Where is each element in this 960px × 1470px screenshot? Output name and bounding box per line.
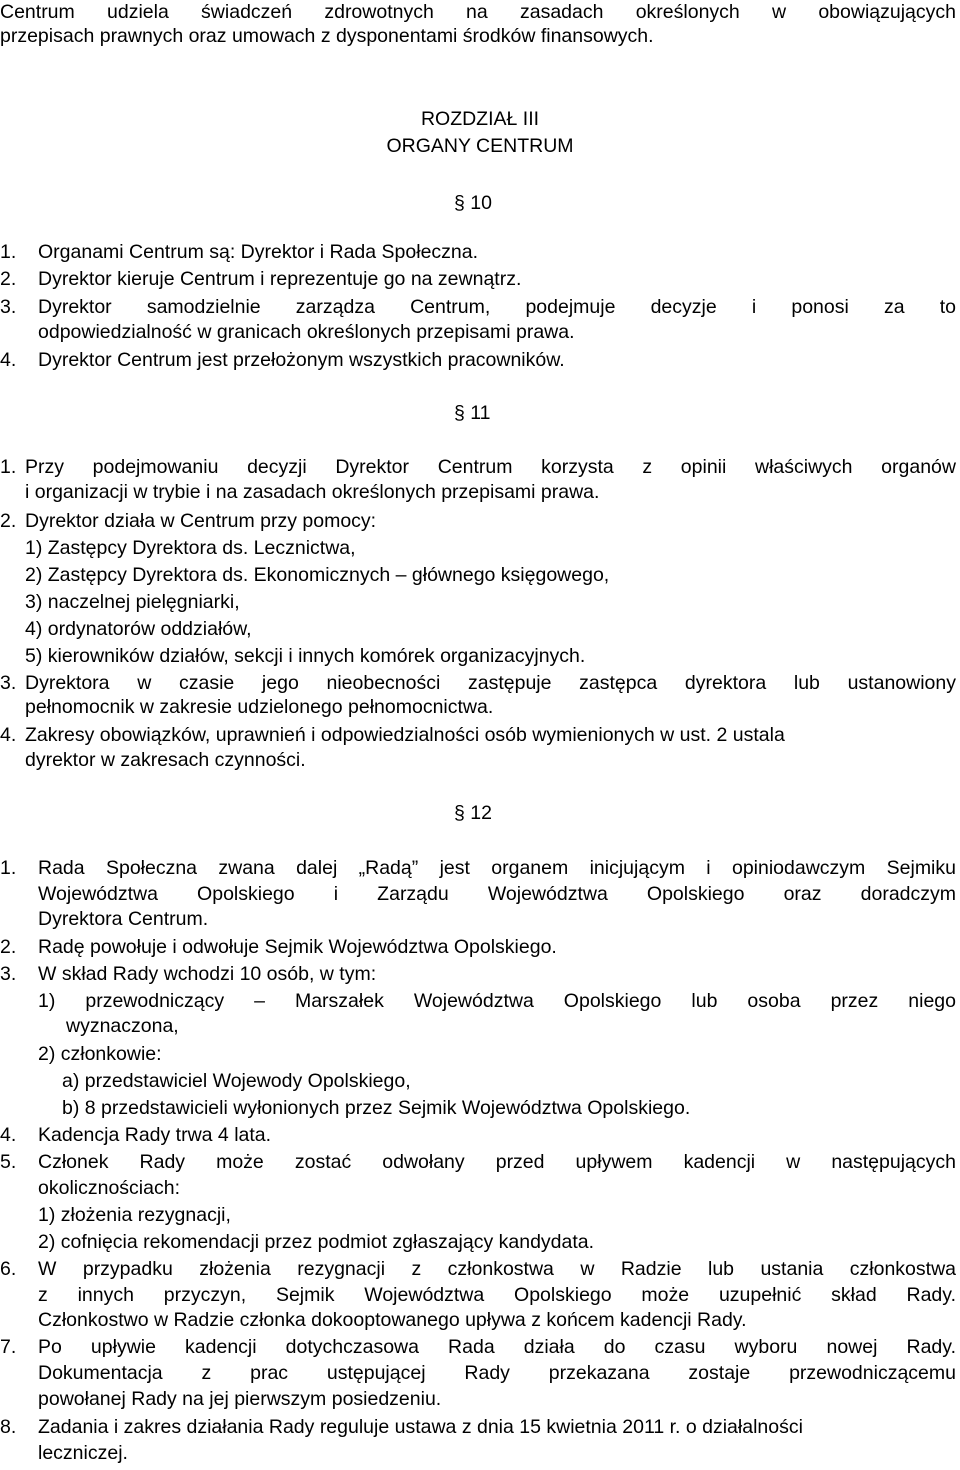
- item-text-continued: Członkostwo w Radzie członka dokooptowanego upływa z końcem kadencji Rady.: [38, 1309, 747, 1331]
- item-text: Kadencja Rady trwa 4 lata.: [38, 1124, 272, 1146]
- sub-item: 5) kierowników działów, sekcji i innych komórek organizacyjnych.: [25, 645, 586, 667]
- item-text: Przy podejmowaniu decyzji Dyrektor Centrum korzysta z opinii właściwych organów: [25, 456, 956, 478]
- section-10-heading: § 10: [454, 192, 492, 214]
- item-number: 1.: [0, 456, 17, 478]
- item-text: W skład Rady wchodzi 10 osób, w tym:: [38, 963, 377, 985]
- item-number: 2.: [0, 268, 17, 290]
- item-number: 4.: [0, 1124, 17, 1146]
- item-text-continued: leczniczej.: [38, 1442, 128, 1464]
- item-text: Rada Społeczna zwana dalej „Radą” jest organem inicjującym i opiniodawczym Sejmiku: [38, 857, 956, 879]
- item-text: Po upływie kadencji dotychczasowa Rada działa do czasu wyboru nowej Rady.: [38, 1336, 956, 1358]
- item-number: 1.: [0, 857, 17, 879]
- item-text-continued: i organizacji w trybie i na zasadach określonych przepisami prawa.: [25, 481, 600, 503]
- section-11-heading: § 11: [454, 402, 491, 424]
- chapter-subtitle: ORGANY CENTRUM: [386, 135, 574, 157]
- item-number: 6.: [0, 1258, 17, 1280]
- item-text-continued: powołanej Rady na jej pierwszym posiedzeniu.: [38, 1388, 442, 1410]
- item-number: 1.: [0, 241, 17, 263]
- item-text-continued: okolicznościach:: [38, 1177, 180, 1199]
- item-number: 2.: [0, 510, 17, 532]
- item-number: 3.: [0, 672, 17, 694]
- sub-item: 3) naczelnej pielęgniarki,: [25, 591, 240, 613]
- item-text-continued: z innych przyczyn, Sejmik Województwa Opolskiego może uzupełnić skład Rady.: [38, 1284, 956, 1306]
- item-number: 7.: [0, 1336, 17, 1358]
- item-text: Członek Rady może zostać odwołany przed upływem kadencji w następujących: [38, 1151, 956, 1173]
- item-text: Dyrektor działa w Centrum przy pomocy:: [25, 510, 377, 532]
- item-text: Dyrektor samodzielnie zarządza Centrum, podejmuje decyzje i ponosi za to: [38, 296, 956, 318]
- item-number: 4.: [0, 724, 17, 746]
- item-number: 3.: [0, 963, 17, 985]
- item-text-continued: dyrektor w zakresach czynności.: [25, 749, 306, 771]
- item-text: Organami Centrum są: Dyrektor i Rada Społeczna.: [38, 241, 479, 263]
- sub-sub-item: a) przedstawiciel Wojewody Opolskiego,: [62, 1070, 411, 1092]
- section-12-heading: § 12: [454, 802, 492, 824]
- sub-item: 2) cofnięcia rekomendacji przez podmiot zgłaszający kandydata.: [38, 1231, 595, 1253]
- intro-line-1: Centrum udziela świadczeń zdrowotnych na zasadach określonych w obowiązujących: [0, 1, 956, 23]
- item-text: Zakresy obowiązków, uprawnień i odpowiedzialności osób wymienionych w ust. 2 ustala: [25, 724, 785, 746]
- sub-item: 4) ordynatorów oddziałów,: [25, 618, 252, 640]
- item-text-continued: pełnomocnik w zakresie udzielonego pełnomocnictwa.: [25, 696, 494, 718]
- item-number: 8.: [0, 1416, 17, 1438]
- sub-item: 1) Zastępcy Dyrektora ds. Lecznictwa,: [25, 537, 356, 559]
- sub-sub-item: b) 8 przedstawicieli wyłonionych przez Sejmik Województwa Opolskiego.: [62, 1097, 691, 1119]
- item-text-continued: Województwa Opolskiego i Zarządu Województwa Opolskiego oraz doradczym: [38, 883, 956, 905]
- item-number: 5.: [0, 1151, 17, 1173]
- item-text-continued: Dokumentacja z prac ustępującej Rady przekazana zostaje przewodniczącemu: [38, 1362, 956, 1384]
- item-text-continued: Dyrektora Centrum.: [38, 908, 209, 930]
- sub-item: 1) złożenia rezygnacji,: [38, 1204, 231, 1226]
- sub-item: 1) przewodniczący – Marszałek Województwa Opolskiego lub osoba przez niego: [38, 990, 956, 1012]
- sub-item: 2) członkowie:: [38, 1043, 162, 1065]
- item-text: Dyrektor Centrum jest przełożonym wszystkich pracowników.: [38, 349, 565, 371]
- sub-item-continued: wyznaczona,: [66, 1015, 179, 1037]
- item-text-continued: odpowiedzialność w granicach określonych przepisami prawa.: [38, 321, 575, 343]
- item-text: Dyrektora w czasie jego nieobecności zastępuje zastępca dyrektora lub ustanowiony: [25, 672, 956, 694]
- item-number: 2.: [0, 936, 17, 958]
- intro-line-2: przepisach prawnych oraz umowach z dysponentami środków finansowych.: [0, 25, 654, 47]
- item-text: W przypadku złożenia rezygnacji z członkostwa w Radzie lub ustania członkostwa: [38, 1258, 956, 1280]
- item-text: Zadania i zakres działania Rady reguluje ustawa z dnia 15 kwietnia 2011 r. o działalności: [38, 1416, 803, 1438]
- chapter-title: ROZDZIAŁ III: [420, 108, 540, 130]
- item-number: 4.: [0, 349, 17, 371]
- item-text: Dyrektor kieruje Centrum i reprezentuje go na zewnątrz.: [38, 268, 522, 290]
- sub-item: 2) Zastępcy Dyrektora ds. Ekonomicznych – głównego księgowego,: [25, 564, 610, 586]
- item-text: Radę powołuje i odwołuje Sejmik Województwa Opolskiego.: [38, 936, 557, 958]
- item-number: 3.: [0, 296, 17, 318]
